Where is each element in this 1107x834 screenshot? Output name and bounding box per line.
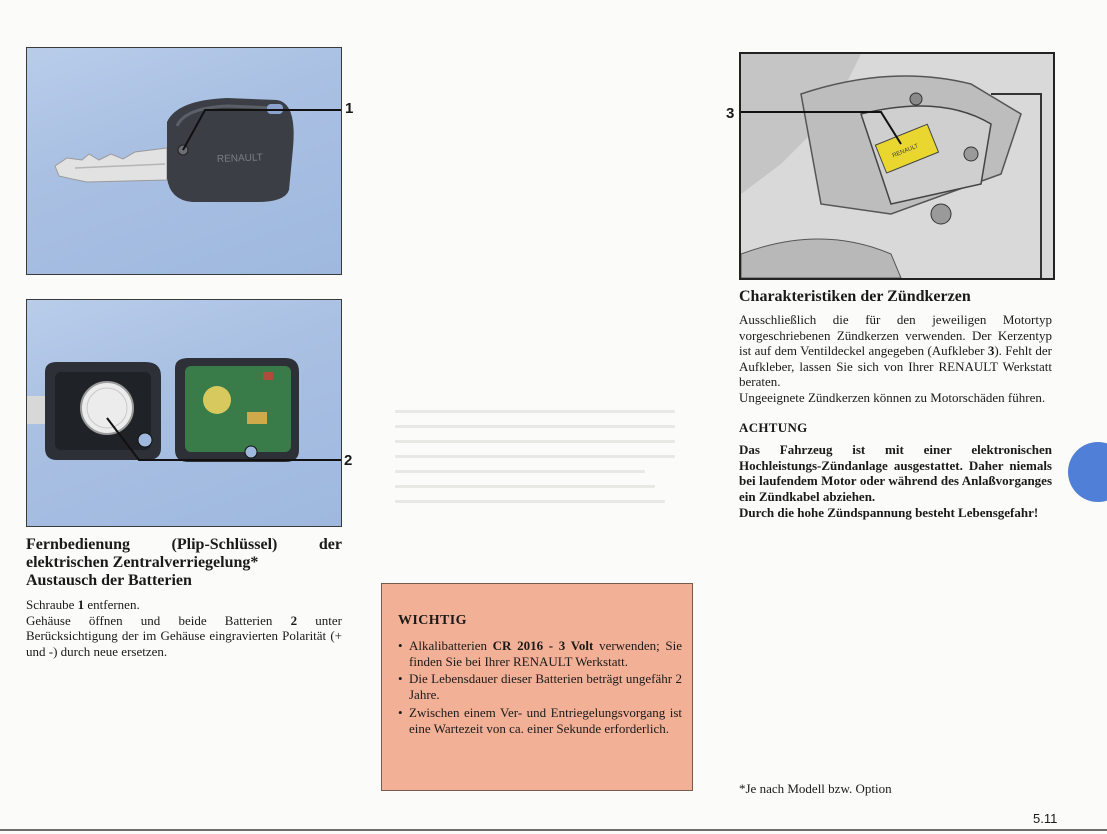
warning-paragraph-2: Durch die hohe Zündspannung besteht Lebensgefahr! (739, 504, 1039, 520)
footnote: *Je nach Modell bzw. Option (739, 781, 892, 796)
bleed-through-line (395, 455, 675, 458)
remote-section-title-line1 (26, 536, 342, 554)
callout-number-2: 2 (344, 452, 353, 469)
remote-section-subtitle: Austausch der Batterien (26, 572, 192, 589)
callout-number-3: 3 (726, 105, 735, 122)
bleed-through-line (395, 470, 645, 473)
engine-bay-photo (739, 52, 1055, 280)
spark-plug-section (739, 288, 1052, 521)
important-notice-list (398, 638, 682, 736)
key-brand-text: RENAULT (216, 152, 264, 165)
spark-plug-paragraph-1: Ausschließlich die für den jeweiligen Motortyp vorgeschriebenen Zündkerzen verwenden. Der Kerzentyp ist auf dem Ventildeckel angegeben (Aufkleber 3). Fehlt der Aufkleber, lassen Sie sich von Ihrer RENAULT Werkstatt beraten. (739, 312, 1052, 389)
warning-paragraph-1: Das Fahrzeug ist mit einer elektronischen Hochleistungs-Zündanlage ausgestattet. Daher niemals bei laufendem Motor oder während des Anlaßvorganges ein Zündkabel abziehen. (739, 442, 1052, 505)
bleed-through-line (395, 425, 675, 428)
chapter-tab-marker (1068, 442, 1107, 502)
key-photo (26, 47, 342, 275)
important-notice-title: WICHTIG (398, 613, 467, 628)
important-notice-item: • Alkalibatterien CR 2016 - 3 Volt verwenden; Sie finden Sie bei Ihrer RENAULT Werkstatt. (398, 638, 682, 669)
remote-battery-section (26, 536, 342, 659)
bottom-rule (0, 829, 1107, 831)
key-illustration (27, 48, 341, 274)
remote-section-title-line2: elektrischen Zentralverriegelung* (26, 554, 259, 571)
callout-number-1: 1 (345, 100, 354, 117)
title-word: (Plip-Schlüssel) (171, 536, 278, 553)
important-notice-box (381, 583, 693, 791)
bleed-through-line (395, 500, 665, 503)
bleed-through-line (395, 440, 675, 443)
important-notice-item: • Zwischen einem Ver- und Entriegelungsvorgang ist eine Wartezeit von ca. einer Sekunde erforderlich. (398, 705, 682, 736)
title-word: der (318, 536, 342, 553)
spark-plug-paragraph-2: Ungeeignete Zündkerzen können zu Motorschäden führen. (739, 389, 1046, 405)
page-number: 5.11 (1033, 811, 1058, 826)
remote-instruction-2: Gehäuse öffnen und beide Batterien 2 unter Berücksichtigung der im Gehäuse eingravierten Polarität (+ und -) durch neue ersetzen. (26, 612, 342, 659)
important-notice-item: • Die Lebensdauer dieser Batterien beträgt ungefähr 2 Jahre. (398, 671, 682, 702)
title-word: Fernbedienung (26, 536, 131, 553)
remote-instruction-1: Schraube 1 entfernen. (26, 597, 140, 612)
battery-compartment-illustration (27, 300, 341, 526)
bleed-through-line (395, 410, 675, 413)
spark-plug-title: Charakteristiken der Zündkerzen (739, 288, 971, 305)
remote-open-photo (26, 299, 342, 527)
bleed-through-line (395, 485, 655, 488)
sticker-text: RENAULT (891, 143, 920, 160)
warning-title: ACHTUNG (739, 420, 808, 435)
engine-illustration (741, 54, 1053, 278)
